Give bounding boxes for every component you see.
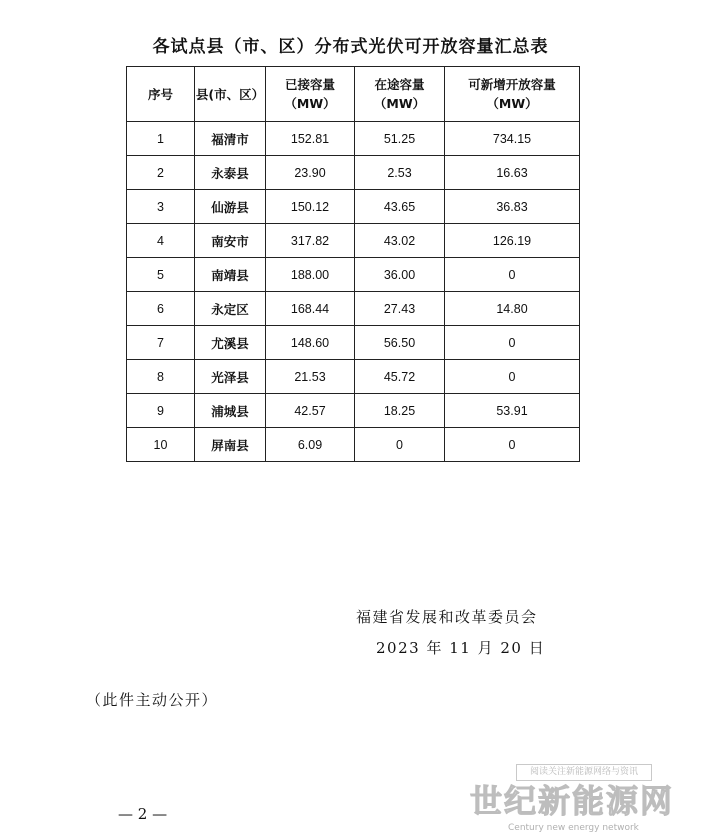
- cell-new-open: 0: [445, 360, 580, 394]
- cell-in-transit: 18.25: [355, 394, 445, 428]
- cell-in-transit: 45.72: [355, 360, 445, 394]
- cell-connected: 152.81: [266, 122, 355, 156]
- cell-connected: 6.09: [266, 428, 355, 462]
- header-new-open-capacity: 可新增开放容量 （MW）: [445, 67, 580, 122]
- cell-county: 福清市: [195, 122, 266, 156]
- cell-serial: 2: [127, 156, 195, 190]
- table-row: [127, 326, 580, 360]
- cell-serial: 4: [127, 224, 195, 258]
- watermark-logo-text: 世纪新能源网: [470, 782, 675, 820]
- table-row: [127, 258, 580, 292]
- cell-connected: 148.60: [266, 326, 355, 360]
- table-row: [127, 428, 580, 462]
- cell-in-transit: 2.53: [355, 156, 445, 190]
- cell-connected: 21.53: [266, 360, 355, 394]
- cell-in-transit: 43.65: [355, 190, 445, 224]
- cell-serial: 7: [127, 326, 195, 360]
- cell-in-transit: 0: [355, 428, 445, 462]
- cell-county: 永定区: [195, 292, 266, 326]
- table-row: [127, 394, 580, 428]
- watermark-badge: 阅读关注新能源网络与资讯: [516, 764, 652, 781]
- cell-county: 尤溪县: [195, 326, 266, 360]
- cell-connected: 23.90: [266, 156, 355, 190]
- table-row: [127, 156, 580, 190]
- table-header-row: [127, 67, 580, 122]
- issue-date: 2023 年 11 月 20 日: [376, 639, 546, 657]
- cell-serial: 1: [127, 122, 195, 156]
- cell-county: 永泰县: [195, 156, 266, 190]
- cell-serial: 6: [127, 292, 195, 326]
- cell-in-transit: 27.43: [355, 292, 445, 326]
- cell-new-open: 126.19: [445, 224, 580, 258]
- watermark-subtitle: Century new energy network: [508, 823, 639, 833]
- header-county: 县(市、区）: [195, 67, 266, 122]
- issuing-organization: 福建省发展和改革委员会: [356, 608, 538, 626]
- header-in-transit-capacity: 在途容量 （MW）: [355, 67, 445, 122]
- header-connected-capacity: 已接容量 （MW）: [266, 67, 355, 122]
- table-row: [127, 292, 580, 326]
- header-serial: 序号: [127, 67, 195, 122]
- cell-connected: 42.57: [266, 394, 355, 428]
- table-row: [127, 122, 580, 156]
- cell-serial: 3: [127, 190, 195, 224]
- table-row: [127, 360, 580, 394]
- cell-in-transit: 51.25: [355, 122, 445, 156]
- cell-county: 仙游县: [195, 190, 266, 224]
- cell-new-open: 0: [445, 258, 580, 292]
- cell-county: 光泽县: [195, 360, 266, 394]
- cell-new-open: 16.63: [445, 156, 580, 190]
- cell-connected: 150.12: [266, 190, 355, 224]
- cell-new-open: 734.15: [445, 122, 580, 156]
- table-row: [127, 224, 580, 258]
- cell-in-transit: 36.00: [355, 258, 445, 292]
- cell-county: 南靖县: [195, 258, 266, 292]
- disclosure-note: （此件主动公开）: [86, 691, 219, 709]
- cell-connected: 168.44: [266, 292, 355, 326]
- cell-new-open: 36.83: [445, 190, 580, 224]
- page-number: — 2 —: [118, 805, 168, 823]
- cell-county: 屏南县: [195, 428, 266, 462]
- cell-serial: 5: [127, 258, 195, 292]
- cell-county: 浦城县: [195, 394, 266, 428]
- cell-new-open: 14.80: [445, 292, 580, 326]
- cell-new-open: 0: [445, 326, 580, 360]
- cell-serial: 8: [127, 360, 195, 394]
- cell-in-transit: 56.50: [355, 326, 445, 360]
- cell-serial: 10: [127, 428, 195, 462]
- cell-connected: 188.00: [266, 258, 355, 292]
- cell-connected: 317.82: [266, 224, 355, 258]
- capacity-summary-table: [126, 66, 580, 462]
- cell-new-open: 0: [445, 428, 580, 462]
- cell-serial: 9: [127, 394, 195, 428]
- cell-county: 南安市: [195, 224, 266, 258]
- table-row: [127, 190, 580, 224]
- cell-in-transit: 43.02: [355, 224, 445, 258]
- cell-new-open: 53.91: [445, 394, 580, 428]
- document-title: 各试点县（市、区）分布式光伏可开放容量汇总表: [152, 37, 549, 57]
